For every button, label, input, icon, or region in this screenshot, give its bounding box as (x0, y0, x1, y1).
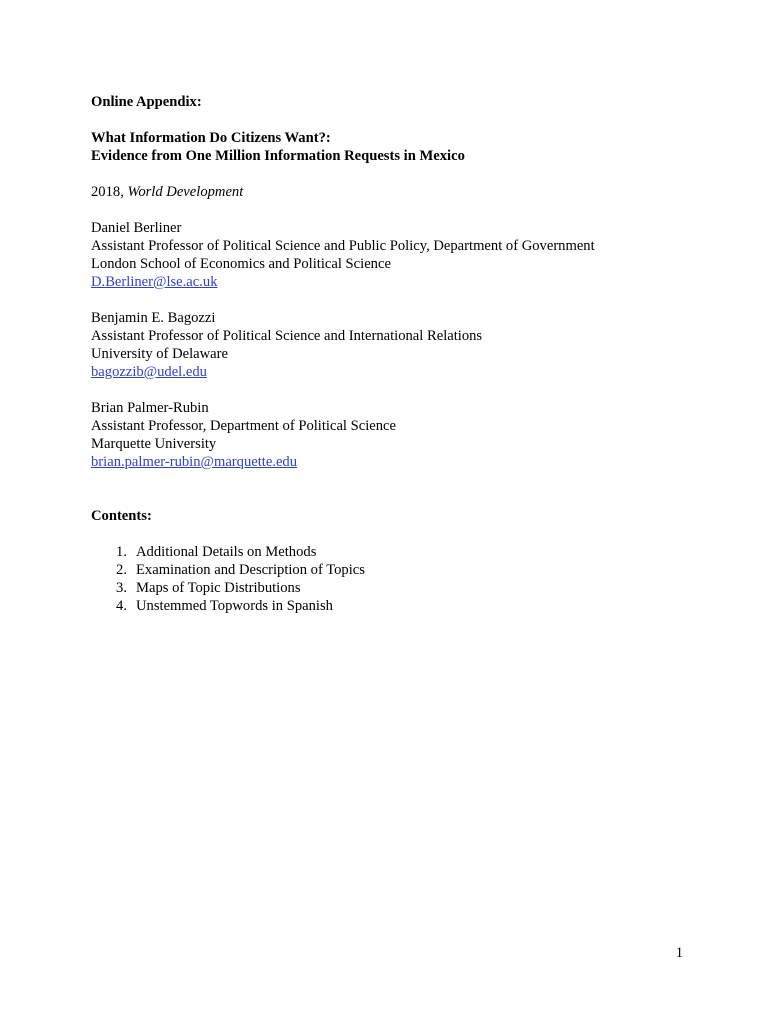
author-institution: Marquette University (91, 436, 217, 452)
author-name: Benjamin E. Bagozzi (91, 310, 216, 326)
spacer (91, 291, 691, 309)
journal-name: World Development (127, 184, 244, 200)
list-item-label: Maps of Topic Distributions (136, 580, 301, 596)
list-item-number: 2. (116, 562, 127, 578)
spacer (91, 201, 691, 219)
author-position: Assistant Professor, Department of Political Science (91, 418, 397, 434)
list-item-label: Unstemmed Topwords in Spanish (136, 598, 333, 614)
author-email-link[interactable]: D.Berliner@lse.ac.uk (91, 274, 218, 290)
author-position: Assistant Professor of Political Science and International Relations (91, 328, 483, 344)
list-item-label: Examination and Description of Topics (136, 562, 365, 578)
author-block-3 (91, 399, 691, 471)
list-item-number: 3. (116, 580, 127, 596)
list-item (91, 543, 691, 561)
list-item (91, 579, 691, 597)
page-number: 1 (675, 945, 683, 961)
author-position: Assistant Professor of Political Science and Public Policy, Department of Government (91, 238, 595, 254)
spacer (91, 381, 691, 399)
author-email-link[interactable]: bagozzib@udel.edu (91, 364, 207, 380)
author-block-1 (91, 219, 691, 291)
title-line-1: What Information Do Citizens Want?: (91, 130, 331, 146)
spacer (91, 489, 691, 507)
contents-heading: Contents: (91, 508, 152, 524)
author-institution: London School of Economics and Political Science (91, 256, 391, 272)
list-item-number: 1. (116, 544, 127, 560)
list-item-number: 4. (116, 598, 127, 614)
list-item-label: Additional Details on Methods (136, 544, 317, 560)
author-block-2 (91, 309, 691, 381)
spacer (91, 111, 691, 129)
document-page (91, 93, 691, 615)
spacer (91, 525, 691, 543)
author-name: Daniel Berliner (91, 220, 182, 236)
publication-info (91, 183, 691, 201)
list-item (91, 597, 691, 615)
author-institution: University of Delaware (91, 346, 228, 362)
title-line-2: Evidence from One Million Information Requests in Mexico (91, 148, 465, 164)
author-email-link[interactable]: brian.palmer-rubin@marquette.edu (91, 454, 298, 470)
list-item (91, 561, 691, 579)
contents-list (91, 543, 691, 615)
publication-year: 2018, (91, 184, 124, 200)
spacer (91, 471, 691, 489)
spacer (91, 165, 691, 183)
author-name: Brian Palmer-Rubin (91, 400, 209, 416)
appendix-label: Online Appendix: (91, 94, 202, 110)
